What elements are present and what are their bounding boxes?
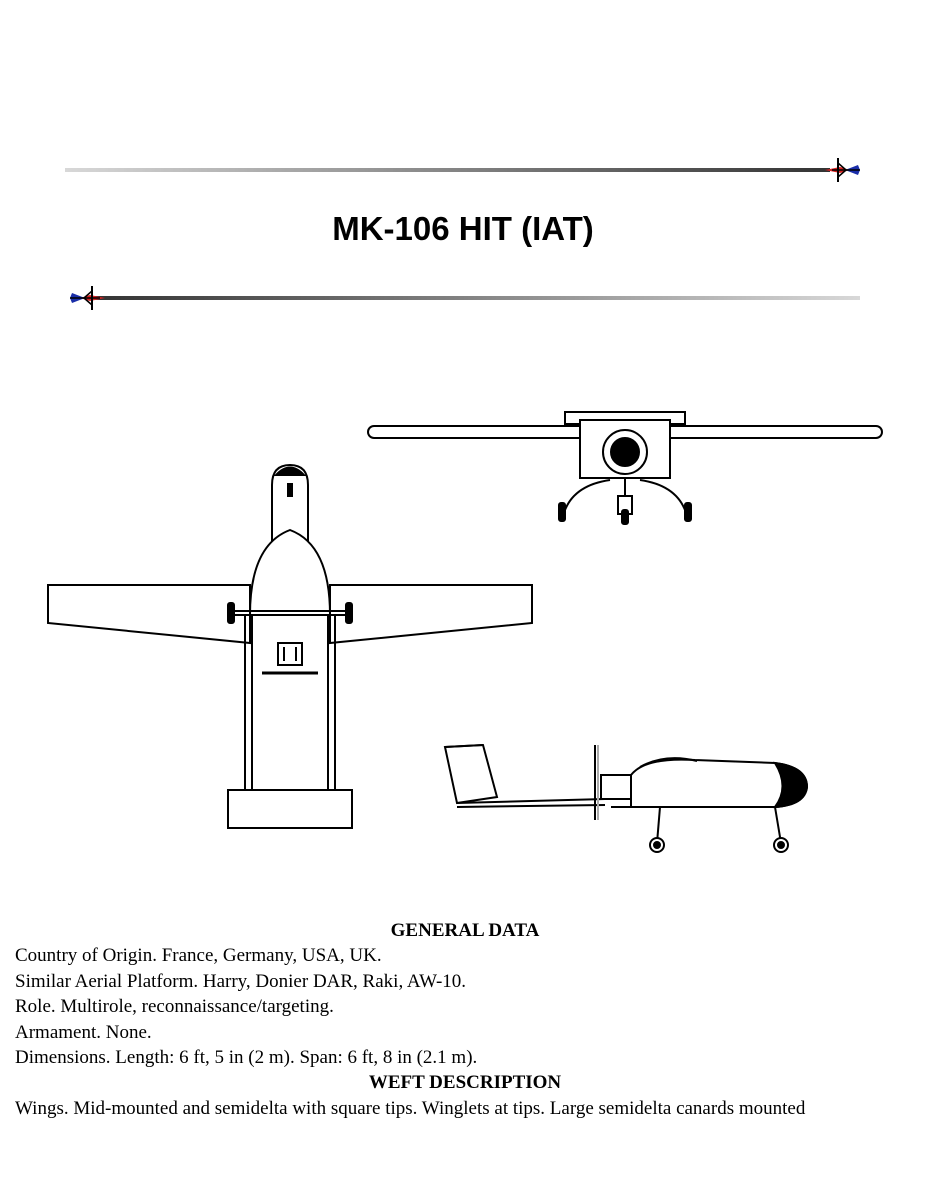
jet-icon-right: [825, 158, 860, 182]
document-title: MK-106 HIT (IAT): [332, 210, 594, 247]
aircraft-side-view-drawing: [435, 735, 815, 860]
armament-line: Armament. None.: [15, 1021, 152, 1043]
bottom-divider-rule: [60, 283, 870, 313]
wings-description-line: Wings. Mid-mounted and semidelta with square tips. Winglets at tips. Large semidelta canards mounted: [15, 1097, 806, 1119]
aircraft-front-view-drawing: [360, 400, 890, 530]
dimensions-line: Dimensions. Length: 6 ft, 5 in (2 m). Span: 6 ft, 8 in (2.1 m).: [15, 1047, 478, 1069]
top-divider-rule: [60, 155, 870, 185]
weft-description-heading: WEFT DESCRIPTION: [368, 1072, 562, 1094]
general-data-heading: GENERAL DATA: [390, 920, 540, 941]
role-line: Role. Multirole, reconnaissance/targeting.: [15, 996, 334, 1018]
document-text: [15, 918, 915, 1121]
jet-icon-left: [70, 286, 105, 310]
country-of-origin-line: Country of Origin. France, Germany, USA, UK.: [15, 945, 382, 967]
similar-platform-line: Similar Aerial Platform. Harry, Donier DAR, Raki, AW-10.: [15, 970, 467, 992]
